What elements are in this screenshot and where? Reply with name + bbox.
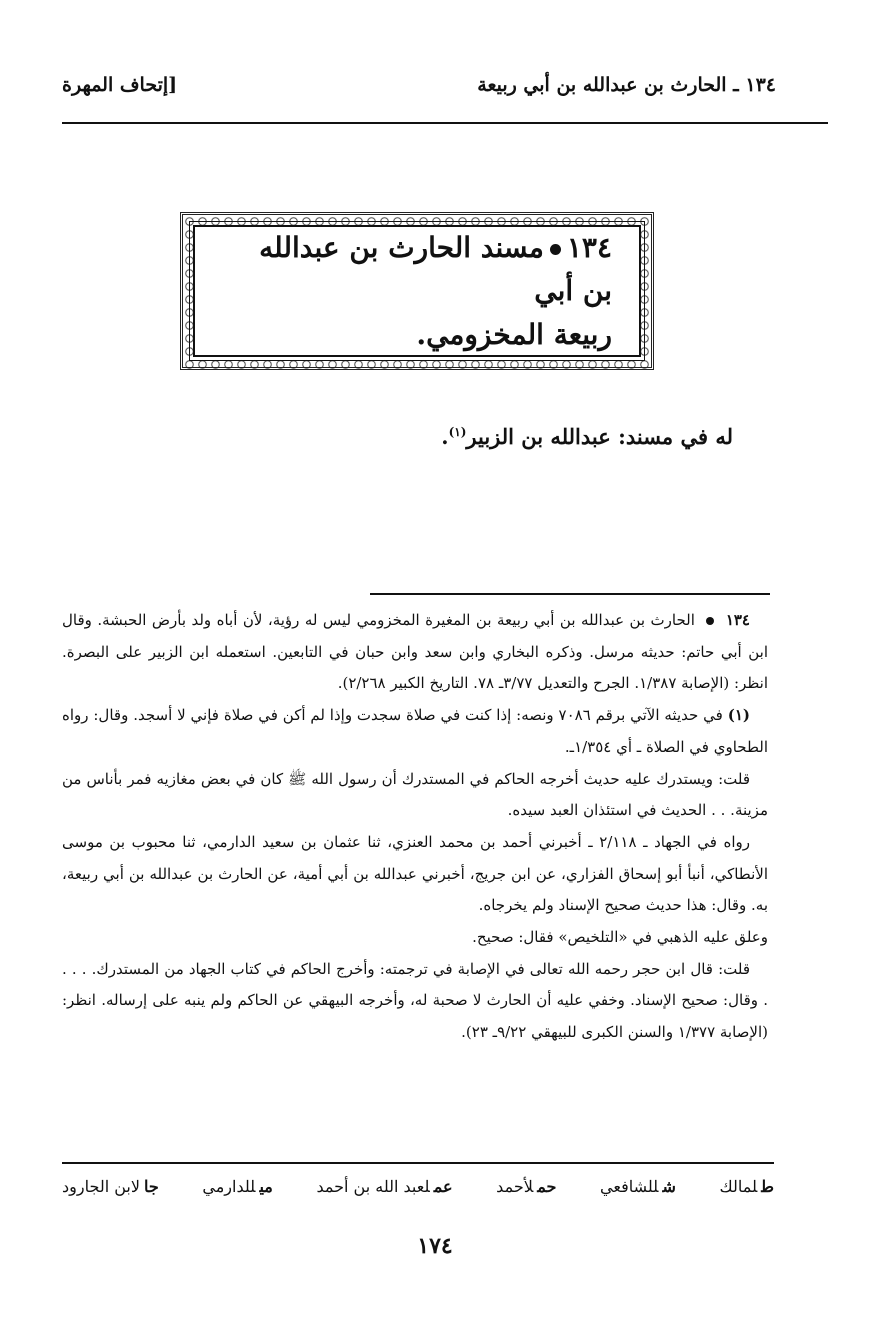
- sigla-item: عملعبد الله بن أحمد: [316, 1177, 453, 1196]
- footnote-entry-text: الحارث بن عبدالله بن أبي ربيعة بن المغيرة المخزومي ليس له رؤية، لأن أباه ولد بأرض الحبشة. وقال ابن أبي حاتم: حديثه مرسل. وذكره البخاري وابن سعد وابن حبان في التابعين. استعمله ابن الزبير على البصرة. انظر: (الإصابة ١/٣٨٧. الجرح والتعديل ٣/٧٧ـ ٧٨. التاريخ الكبير ٢/٢٦٨).: [62, 611, 768, 693]
- section-heading-line-1: [222, 226, 612, 313]
- section-heading-text: مسند الحارث بن عبدالله بن أبي: [259, 230, 612, 308]
- ornamental-border: [180, 212, 654, 370]
- footnote-paragraph-dhahabi: وعلق عليه الذهبي في «التلخيص» فقال: صحيح.: [472, 928, 768, 947]
- section-number: ١٣٤: [566, 230, 612, 264]
- footnote-reference: (١): [448, 425, 467, 439]
- sigla-item: حملأحمد: [496, 1177, 557, 1196]
- page-number: ١٧٤: [417, 1233, 453, 1259]
- header-rule: [62, 122, 828, 124]
- sigla-item: ميللدارمي: [202, 1177, 273, 1196]
- sigla-item: شللشافعي: [600, 1177, 676, 1196]
- bottom-rule: [62, 1162, 774, 1164]
- footnote-entry-134: [62, 605, 768, 700]
- section-heading: [222, 226, 612, 356]
- footnote-paragraph-qultu-1: قلت: ويستدرك عليه حديث أخرجه الحاكم في المستدرك أن رسول الله ﷺ كان في بعض مغازيه فمر بأناس من مزينة. . . الحديث في استئذان العبد سيده.: [62, 769, 768, 820]
- footnote-marker: (١): [727, 706, 750, 725]
- book-title: [إتحاف المهرة: [62, 74, 178, 96]
- bullet-icon: [550, 244, 561, 255]
- running-title: ١٣٤ ـ الحارث بن عبدالله بن أبي ربيعة: [477, 74, 776, 96]
- sigla-item: جالابن الجارود: [62, 1177, 159, 1196]
- footnote-paragraph-rawah: رواه في الجهاد ـ ٢/١١٨ ـ أخبرني أحمد بن محمد العنزي، ثنا عثمان بن سعيد الدارمي، ثنا محبوب بن موسى الأنطاكي، أنبأ أبو إسحاق الفزاري، عن ابن جريج، أخبرني عبدالله بن أبي أمية، عن الحارث بن عبدالله بن أبي ربيعة، به. وقال: هذا حديث صحيح الإسناد ولم يخرجاه.: [62, 832, 768, 915]
- main-text: [441, 424, 733, 449]
- sigla-legend: [62, 1177, 774, 1196]
- footnote-entry-number: ١٣٤: [725, 611, 750, 629]
- bullet-icon: [706, 617, 714, 625]
- footnotes: [62, 605, 768, 1049]
- footnote-paragraph-qultu-2: قلت: قال ابن حجر رحمه الله تعالى في الإصابة في ترجمته: وأخرج الحاكم في كتاب الجهاد من المستدرك. . . . . وقال: صحيح الإسناد. وخفي عليه أن الحارث لا صحبة له، وأخرجه البيهقي عن الحاكم ولم ينبه على إرساله. انظر: (الإصابة ١/٣٧٧ والسنن الكبرى للبيهقي ٩/٢٢ـ ٢٣).: [62, 959, 768, 1042]
- footnote-separator: [370, 593, 770, 595]
- footnote-1: [62, 700, 768, 763]
- main-text-end: .: [441, 424, 449, 449]
- main-text-body: له في مسند: عبدالله بن الزبير: [466, 424, 733, 449]
- sigla-item: طلمالك: [719, 1177, 774, 1196]
- section-heading-line-2: ربيعة المخزومي.: [416, 317, 612, 351]
- section-title-box: [193, 225, 641, 357]
- footnote-text: في حديثه الآتي برقم ٧٠٨٦ ونصه: إذا كنت في صلاة سجدت وإذا لم أكن في صلاة فإني لا أسجد. وقال: رواه الطحاوي في الصلاة ـ أي ١/٣٥٤ـ.: [62, 706, 768, 756]
